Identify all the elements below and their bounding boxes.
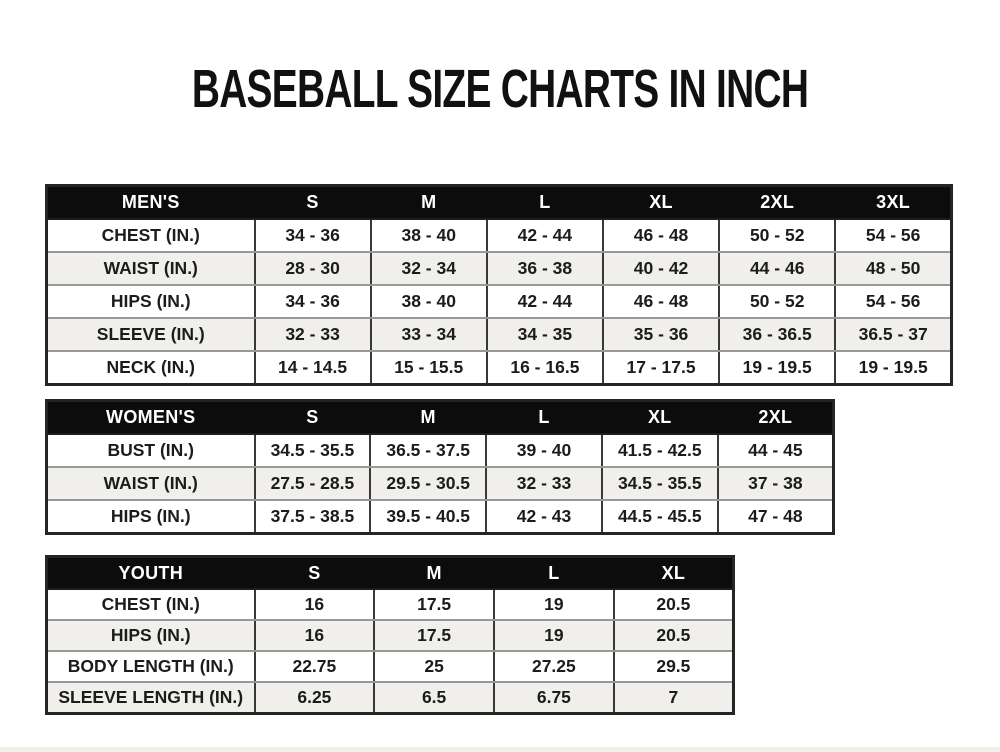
page-title: BASEBALL SIZE CHARTS IN INCH [191,59,809,119]
size-column-header: 2XL [719,186,835,220]
size-value-cell: 25 [374,651,494,682]
measurement-label: HIPS (IN.) [47,285,255,318]
womens-table-title: WOMEN'S [47,401,255,435]
size-value-cell: 17 - 17.5 [603,351,719,385]
measurement-label: NECK (IN.) [47,351,255,385]
size-value-cell: 32 - 33 [486,467,602,500]
size-value-cell: 48 - 50 [835,252,951,285]
size-value-cell: 50 - 52 [719,285,835,318]
photo-edge-artifact [0,747,1000,752]
mens-size-table [45,184,953,386]
size-value-cell: 29.5 [614,651,734,682]
size-value-cell: 34.5 - 35.5 [602,467,718,500]
size-value-cell: 6.75 [494,682,614,714]
size-value-cell: 6.5 [374,682,494,714]
size-column-header: M [370,401,486,435]
size-value-cell: 34 - 35 [487,318,603,351]
table-row [47,467,834,500]
size-value-cell: 37 - 38 [718,467,834,500]
size-column-header: S [255,186,371,220]
size-value-cell: 19 [494,589,614,620]
size-column-header: S [255,401,371,435]
youth-header-row [47,557,734,590]
mens-table-title: MEN'S [47,186,255,220]
size-value-cell: 40 - 42 [603,252,719,285]
size-value-cell: 34 - 36 [255,219,371,252]
measurement-label: SLEEVE LENGTH (IN.) [47,682,255,714]
table-row [47,620,734,651]
size-value-cell: 19 [494,620,614,651]
size-value-cell: 38 - 40 [371,285,487,318]
table-row [47,434,834,467]
size-value-cell: 38 - 40 [371,219,487,252]
measurement-label: CHEST (IN.) [47,219,255,252]
table-row [47,682,734,714]
measurement-label: BUST (IN.) [47,434,255,467]
size-value-cell: 36.5 - 37 [835,318,951,351]
size-value-cell: 36 - 38 [487,252,603,285]
size-column-header: XL [603,186,719,220]
size-value-cell: 42 - 43 [486,500,602,534]
size-value-cell: 15 - 15.5 [371,351,487,385]
title-container [0,59,1000,119]
table-row [47,500,834,534]
size-value-cell: 36.5 - 37.5 [370,434,486,467]
size-value-cell: 39.5 - 40.5 [370,500,486,534]
size-value-cell: 42 - 44 [487,285,603,318]
size-value-cell: 27.25 [494,651,614,682]
size-value-cell: 44 - 46 [719,252,835,285]
size-value-cell: 7 [614,682,734,714]
size-value-cell: 44 - 45 [718,434,834,467]
size-column-header: XL [614,557,734,590]
size-value-cell: 54 - 56 [835,285,951,318]
measurement-label: HIPS (IN.) [47,620,255,651]
table-row [47,589,734,620]
size-column-header: S [255,557,375,590]
size-value-cell: 16 [255,620,375,651]
size-column-header: L [487,186,603,220]
size-value-cell: 29.5 - 30.5 [370,467,486,500]
size-value-cell: 19 - 19.5 [835,351,951,385]
size-value-cell: 20.5 [614,620,734,651]
size-value-cell: 32 - 34 [371,252,487,285]
size-value-cell: 14 - 14.5 [255,351,371,385]
size-value-cell: 19 - 19.5 [719,351,835,385]
size-value-cell: 47 - 48 [718,500,834,534]
size-value-cell: 35 - 36 [603,318,719,351]
size-value-cell: 46 - 48 [603,219,719,252]
measurement-label: CHEST (IN.) [47,589,255,620]
size-value-cell: 17.5 [374,589,494,620]
size-column-header: L [486,401,602,435]
size-value-cell: 44.5 - 45.5 [602,500,718,534]
size-value-cell: 41.5 - 42.5 [602,434,718,467]
table-row [47,351,952,385]
size-column-header: M [371,186,487,220]
size-value-cell: 16 - 16.5 [487,351,603,385]
measurement-label: SLEEVE (IN.) [47,318,255,351]
size-value-cell: 37.5 - 38.5 [255,500,371,534]
size-column-header: 2XL [718,401,834,435]
size-value-cell: 27.5 - 28.5 [255,467,371,500]
size-column-header: XL [602,401,718,435]
size-column-header: M [374,557,494,590]
size-value-cell: 20.5 [614,589,734,620]
table-row [47,651,734,682]
size-value-cell: 6.25 [255,682,375,714]
size-value-cell: 34.5 - 35.5 [255,434,371,467]
size-column-header: 3XL [835,186,951,220]
size-value-cell: 28 - 30 [255,252,371,285]
size-value-cell: 33 - 34 [371,318,487,351]
size-value-cell: 54 - 56 [835,219,951,252]
measurement-label: BODY LENGTH (IN.) [47,651,255,682]
measurement-label: WAIST (IN.) [47,252,255,285]
size-value-cell: 34 - 36 [255,285,371,318]
womens-size-table [45,399,835,535]
size-value-cell: 50 - 52 [719,219,835,252]
measurement-label: HIPS (IN.) [47,500,255,534]
size-value-cell: 46 - 48 [603,285,719,318]
mens-header-row [47,186,952,220]
size-value-cell: 17.5 [374,620,494,651]
table-row [47,285,952,318]
table-row [47,252,952,285]
measurement-label: WAIST (IN.) [47,467,255,500]
size-value-cell: 32 - 33 [255,318,371,351]
youth-size-table [45,555,735,715]
size-value-cell: 16 [255,589,375,620]
table-row [47,318,952,351]
womens-header-row [47,401,834,435]
size-value-cell: 39 - 40 [486,434,602,467]
size-value-cell: 42 - 44 [487,219,603,252]
size-value-cell: 22.75 [255,651,375,682]
youth-table-title: YOUTH [47,557,255,590]
size-column-header: L [494,557,614,590]
table-row [47,219,952,252]
size-value-cell: 36 - 36.5 [719,318,835,351]
